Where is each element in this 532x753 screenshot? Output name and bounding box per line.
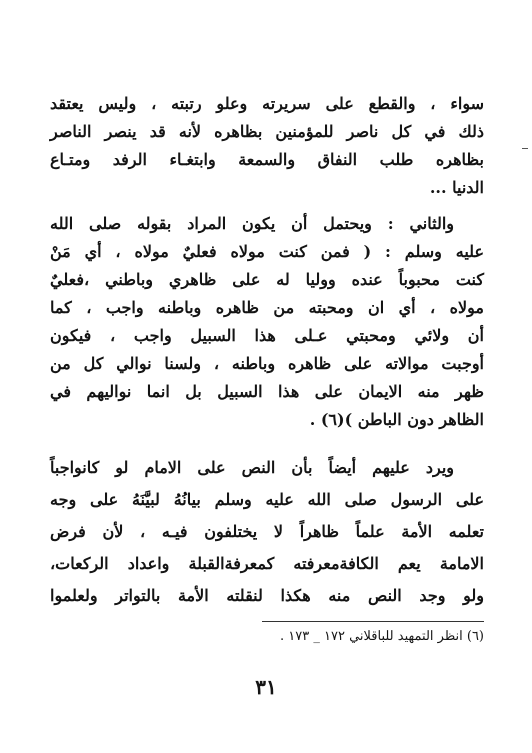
text-line: الظاهر دون الباطن )(٦) . — [309, 410, 484, 429]
text-line: ذلك في كل ناصر للمؤمنين بظاهره لأنه قد ينصر الناصر — [50, 122, 484, 141]
footnote-separator — [262, 621, 484, 622]
text-line: ظهر منه الايمان على هذا السبيل بل انما نواليهم في — [50, 382, 484, 401]
text-line: أوجبت موالاته على ظاهره وباطنه ، ولسنا نوالي كل من — [50, 354, 484, 373]
text-line: كنت محبوباً عنده ووليا له على ظاهري وباطني ،فعليٌ — [50, 270, 484, 289]
page-number: ٣١ — [255, 675, 277, 699]
text-line: الامامة يعم الكافةمعرفته كمعرفةالقبلة واعداد الركعات، — [50, 554, 484, 573]
footnote: (٦) انظر التمهيد للباقلاني ١٧٢ _ ١٧٣ . — [280, 629, 484, 644]
text-line: على الرسول صلى الله عليه وسلم بيانُهُ لبيَّنَهُ على وجه — [50, 490, 484, 509]
text-line: مولاه ، أي ان ومحبته من ظاهره وباطنه واجب ، كما — [50, 298, 484, 317]
text-line: سواء ، والقطع على سريرته وعلو رتبته ، وليس يعتقد — [50, 94, 484, 113]
text-line: عليه وسلم : ( فمن كنت مولاه فعليٌ مولاه ، أي مَنْ — [50, 242, 484, 261]
text-line: ولو وجد النص منه هكذا لنقلته الأمة بالتواتر ولعلموا — [50, 586, 484, 605]
text-line: والثاني : ويحتمل أن يكون المراد بقوله صلى الله — [50, 214, 454, 233]
text-line: أن ولائي ومحبتي عـلى هذا السبيل واجب ، فيكون — [50, 326, 484, 345]
text-line: ويرد عليهم أيضاً بأن النص على الامام لو كانواجباً — [50, 458, 454, 477]
text-line: تعلمه الأمة علماً ظاهراً لا يختلفون فيـه ، لأن فرض — [50, 522, 484, 541]
text-line: الدنيا ... — [429, 178, 484, 197]
text-line: بظاهره طلب النفاق والسمعة وابتغـاء الرفد ومتـاع — [50, 150, 484, 169]
margin-mark — [522, 148, 528, 149]
